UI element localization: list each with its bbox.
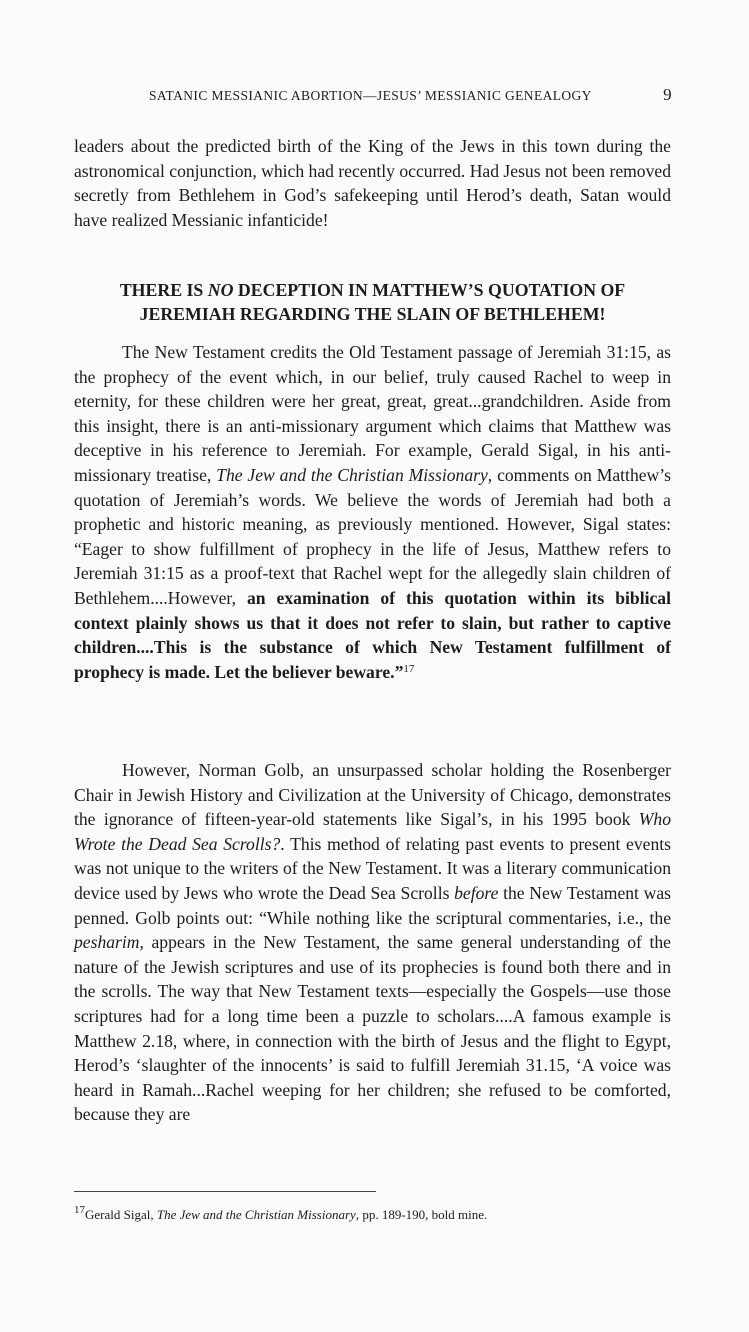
p2-text-2: , comments on Matthew’s quotation of Jeremiah’s words. We believe the words of Jeremiah had both a prophetic and historic meaning, as previously mentioned. However, Sigal states: “Eager to show fulfillment of prophecy in the life of Jesus, Matthew refers to Jeremiah 31:15 as a proof-text that Rachel wept for the allegedly slain children of Bethlehem....However, (74, 464, 671, 608)
p3-emphasis-pesharim: pesharim, (74, 932, 144, 953)
paragraph-1 (74, 134, 671, 232)
heading-part-2: DECEPTION IN MATTHEW’S QUOTATION OF JEREMIAH REGARDING THE SLAIN OF BETHLEHEM! (139, 280, 626, 324)
footnote-book-title: The Jew and the Christian Missionary (156, 1207, 356, 1222)
running-title: SATANIC MESSIANIC ABORTION—JESUS’ MESSIANIC GENEALOGY (149, 88, 592, 103)
p3-text-3: the New Testament was penned. Golb points out: “While nothing like the scriptural commentaries, i.e., the (74, 882, 671, 928)
footnote-divider (74, 1191, 376, 1192)
p3-book-title: Who Wrote the Dead Sea Scrolls? (74, 809, 671, 854)
heading-part-1: THERE IS (119, 280, 208, 300)
p3-emphasis-before: before (454, 882, 499, 903)
paragraph-2 (74, 340, 671, 684)
page-number: 9 (663, 85, 672, 104)
footnote-number: 17 (74, 1204, 85, 1216)
p2-book-title: The Jew and the Christian Missionary (216, 464, 488, 485)
footnote-text-2: , pp. 189-190, bold mine. (355, 1207, 488, 1222)
p3-text-1: However, Norman Golb, an unsurpassed scholar holding the Rosenberger Chair in Jewish History and Civilization at the University of Chicago, demonstrates the ignorance of fifteen-year-old statements like Sigal’s, in his 1995 book (74, 760, 671, 830)
footnote-17 (74, 1204, 488, 1223)
p2-text-1: The New Testament credits the Old Testament passage of Jeremiah 31:15, as the prophecy of the event which, in our belief, truly caused Rachel to weep in eternity, for these children were her great, great, great...grandchildren. Aside from this insight, there is an anti-missionary argument which claims that Matthew was deceptive in his reference to Jeremiah. For example, Gerald Sigal, in his anti-missionary treatise, (74, 342, 671, 485)
section-heading (74, 278, 671, 326)
p3-text-2: . This method of relating past events to present events was not unique to the writers of the New Testament. It was a literary communication device used by Jews who wrote the Dead Sea Scrolls (74, 833, 671, 903)
heading-emphasis: NO (207, 280, 234, 300)
paragraph-3 (74, 758, 671, 1127)
footnote-text-1: Gerald Sigal, (85, 1207, 157, 1222)
p3-text-4: appears in the New Testament, the same general understanding of the nature of the Jewish scriptures and use of its prophecies is found both there and in the scrolls. The way that New Testament texts—especially the Gospels—use those scriptures had for a long time been a puzzle to scholars....A famous example is Matthew 2.18, where, in connection with the birth of Jesus and the flight to Egypt, Herod’s ‘slaughter of the innocents’ is said to fulfill Jeremiah 31.15, ‘A voice was heard in Ramah...Rachel weeping for her children; she refused to be comforted, because they are (74, 932, 671, 1125)
p2-close-quote: ” (394, 661, 404, 682)
paragraph-1-text: leaders about the predicted birth of the King of the Jews in this town during the astronomical conjunction, which had recently occurred. Had Jesus not been removed secretly from Bethlehem in God’s safekeeping until Herod’s death, Satan would have realized Messianic infanticide! (74, 136, 672, 230)
p2-bold-quote: an examination of this quotation within its biblical context plainly shows us that it does not refer to slain, but rather to captive children....This is the substance of which New Testament fulfillment of prophecy is made. Let the believer beware. (74, 587, 671, 682)
footnote-ref-17[interactable]: 17 (403, 662, 415, 675)
